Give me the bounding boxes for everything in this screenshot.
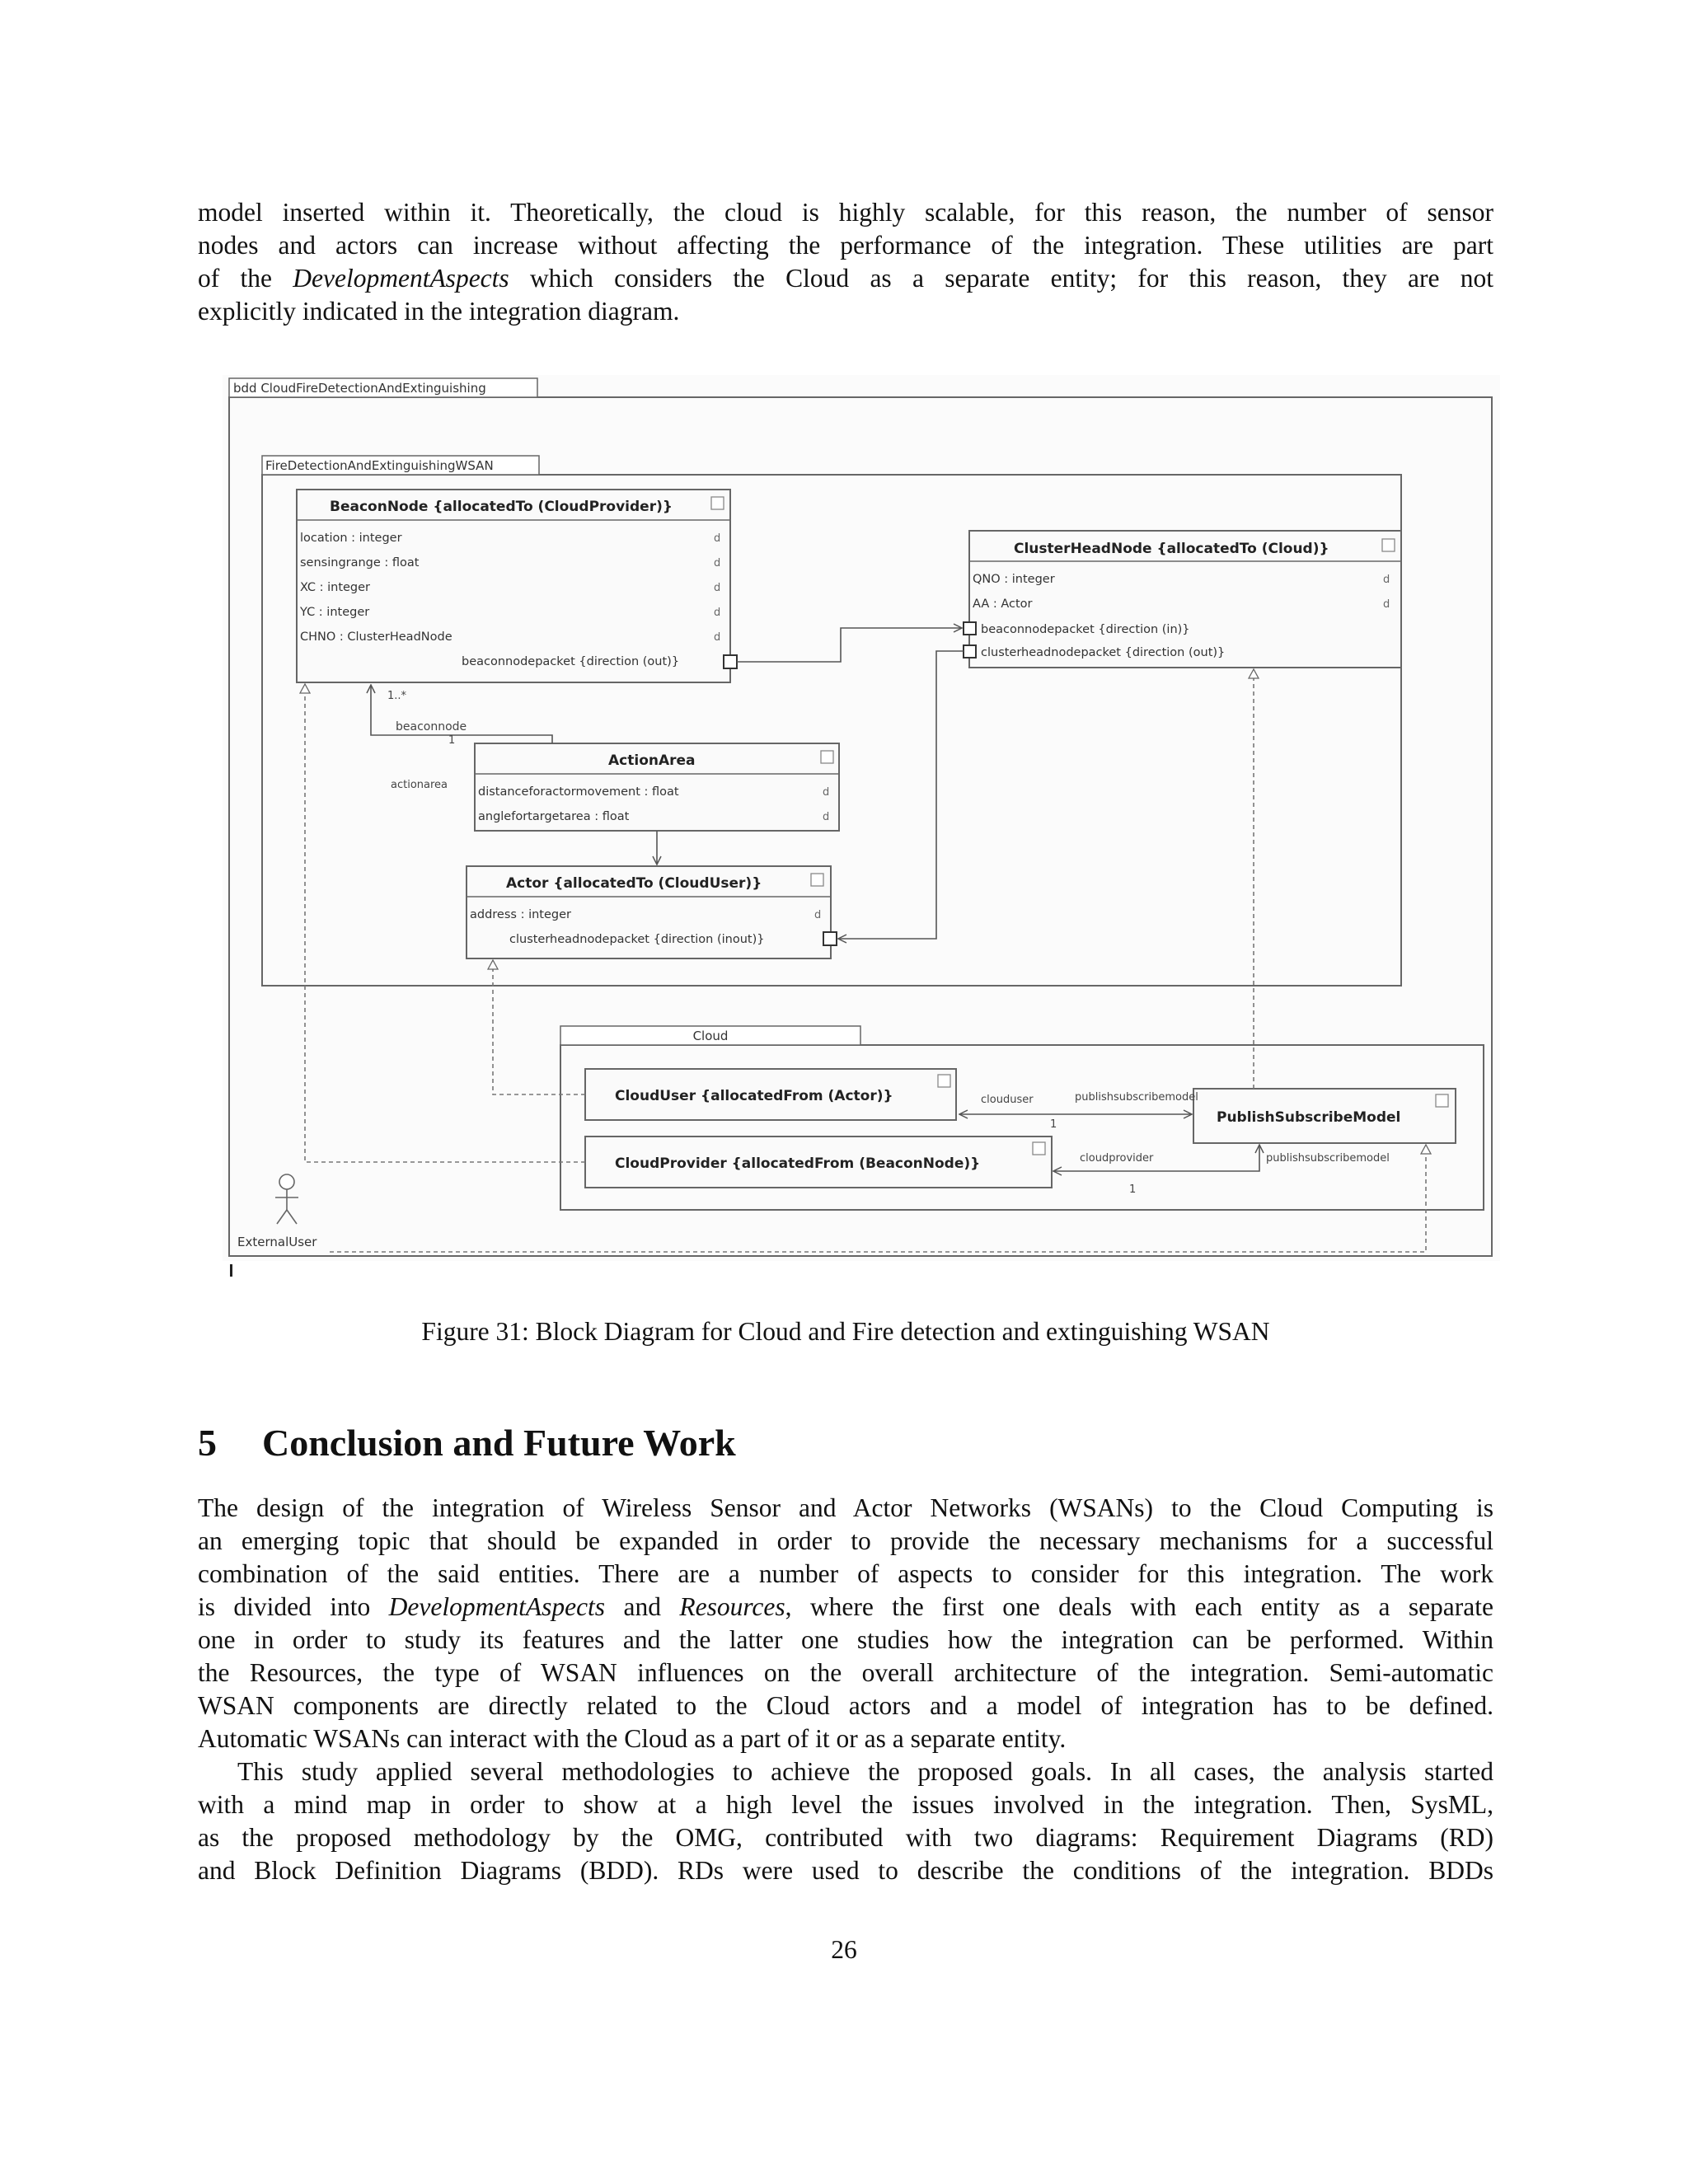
- publish-subscribe-title: PublishSubscribeModel: [1217, 1109, 1401, 1126]
- wsan-package-label: FireDetectionAndExtinguishingWSAN: [265, 458, 494, 473]
- cluster-port-in-label: beaconnodepacket {direction (in)}: [981, 623, 1190, 636]
- publish-subscribe-block: [1193, 1089, 1456, 1143]
- section-heading: [198, 1420, 736, 1466]
- cloud-user-block: [585, 1069, 956, 1120]
- cluster-port-out-square: [964, 645, 976, 658]
- pubsub-role-label-1: publishsubscribemodel: [1075, 1091, 1198, 1104]
- actor-stereotype-icon: [811, 874, 823, 886]
- cluster-head-stereotype-icon: [1382, 539, 1395, 551]
- section-number: 5: [198, 1422, 217, 1464]
- conclusion-p2-line-2: with a mind map in order to show at a high level the issues involved in the integration. Then, SysML,: [198, 1790, 1493, 1819]
- bdd-frame-label: bdd CloudFireDetectionAndExtinguishing: [233, 381, 486, 396]
- conclusion-paragraph-2: [198, 1755, 1493, 1887]
- action-area-stereotype-icon: [821, 751, 833, 763]
- conclusion-paragraph-1: [198, 1492, 1493, 1755]
- intro-paragraph: [198, 196, 1493, 328]
- conclusion-p2-line-4: and Block Definition Diagrams (BDD). RDs were used to describe the conditions of the integration. BDDs: [198, 1856, 1493, 1885]
- block-diagram-figure: [223, 375, 1500, 1282]
- cloud-provider-stereotype-icon: [1033, 1142, 1045, 1155]
- attr-marker: d: [714, 532, 721, 545]
- intro-line-4: explicitly indicated in the integration diagram.: [198, 297, 680, 326]
- beacon-node-title: BeaconNode {allocatedTo (CloudProvider)}: [330, 499, 673, 515]
- cloudprovider-multiplicity: 1: [1129, 1183, 1137, 1196]
- conclusion-p1-line-5: one in order to study its features and the latter one studies how the integration can be performed. Within: [198, 1625, 1493, 1654]
- beacon-multiplicity: 1..*: [387, 690, 407, 702]
- actor-attr-1: address : integer: [470, 908, 571, 921]
- attr-marker: d: [1383, 598, 1390, 611]
- external-user-label: ExternalUser: [237, 1235, 317, 1249]
- conclusion-p1-line-8: Automatic WSANs can interact with the Cloud as a part of it or as a separate entity.: [198, 1724, 1067, 1753]
- beacon-port-label: beaconnodepacket {direction (out)}: [462, 655, 680, 668]
- attr-marker: d: [1383, 574, 1390, 586]
- cluster-head-node-block: [964, 531, 1401, 668]
- figure-caption: Figure 31: Block Diagram for Cloud and Fire detection and extinguishing WSAN: [421, 1317, 1270, 1346]
- publish-subscribe-stereotype-icon: [1436, 1094, 1448, 1107]
- conclusion-p1-line-6: the Resources, the type of WSAN influences on the overall architecture of the integration. Semi-automatic: [198, 1658, 1493, 1687]
- beacon-attr-3: XC : integer: [300, 581, 371, 594]
- beacon-node-stereotype-icon: [711, 497, 724, 509]
- action-attr-1: distanceforactormovement : float: [478, 785, 679, 799]
- cloud-package-label: Cloud: [692, 1029, 729, 1043]
- conclusion-p1-line-3: combination of the said entities. There are a number of aspects to consider for this integration. The work: [198, 1559, 1493, 1588]
- intro-line-1: model inserted within it. Theoretically, the cloud is highly scalable, for this reason, the number of sensor: [198, 198, 1493, 227]
- cloud-provider-block: [585, 1137, 1052, 1188]
- conclusion-p1-line-4: is divided into DevelopmentAspects and Resources, where the first one deals with each entity as a separate: [198, 1592, 1493, 1621]
- intro-line-3: of the DevelopmentAspects which considers the Cloud as a separate entity; for this reason, they are not: [198, 264, 1493, 293]
- conclusion-p2-line-3: as the proposed methodology by the OMG, contributed with two diagrams: Requirement Diagrams (RD): [198, 1823, 1493, 1852]
- beacon-attr-5: CHNO : ClusterHeadNode: [300, 630, 452, 644]
- cluster-head-title: ClusterHeadNode {allocatedTo (Cloud)}: [1014, 541, 1329, 557]
- action-area-title: ActionArea: [608, 752, 696, 769]
- cloud-provider-title: CloudProvider {allocatedFrom (BeaconNode)}: [615, 1155, 981, 1172]
- conclusion-p2-line-1: This study applied several methodologies to achieve the proposed goals. In all cases, the analysis started: [237, 1757, 1493, 1786]
- conclusion-p1-line-1: The design of the integration of Wireless Sensor and Actor Networks (WSANs) to the Cloud Computing is: [198, 1493, 1493, 1522]
- cluster-attr-2: AA : Actor: [973, 598, 1033, 611]
- beaconnode-role-label: beaconnode: [396, 720, 467, 733]
- cloudprovider-role-label: cloudprovider: [1080, 1152, 1154, 1165]
- cloud-user-stereotype-icon: [938, 1075, 950, 1087]
- action-attr-2: anglefortargetarea : float: [478, 810, 630, 823]
- pubsub-role-label-2: publishsubscribemodel: [1266, 1152, 1390, 1165]
- clouduser-multiplicity: 1: [1050, 1118, 1057, 1131]
- beacon-port-square: [724, 655, 737, 668]
- actor-block: [467, 866, 837, 958]
- attr-marker: d: [823, 786, 830, 799]
- actor-port-square: [823, 932, 837, 945]
- attr-marker: d: [714, 631, 721, 644]
- text-cursor-mark: [230, 1264, 232, 1277]
- page-number: 26: [831, 1935, 857, 1964]
- beacon-attr-2: sensingrange : float: [300, 556, 420, 569]
- attr-marker: d: [714, 607, 721, 619]
- cloud-user-title: CloudUser {allocatedFrom (Actor)}: [615, 1088, 893, 1104]
- cluster-attr-1: QNO : integer: [973, 573, 1055, 586]
- attr-marker: d: [714, 582, 721, 594]
- attr-marker: d: [823, 811, 830, 823]
- section-title: Conclusion and Future Work: [262, 1422, 736, 1464]
- action-area-block: [475, 743, 839, 831]
- beacon-attr-1: location : integer: [300, 532, 402, 545]
- actor-port-label: clusterheadnodepacket {direction (inout)}: [509, 933, 765, 946]
- beaconnode-role-multiplicity: 1: [448, 734, 456, 747]
- cluster-port-in-square: [964, 622, 976, 635]
- attr-marker: d: [814, 909, 822, 921]
- clouduser-role-label: clouduser: [981, 1094, 1034, 1106]
- actor-title: Actor {allocatedTo (CloudUser)}: [506, 875, 762, 892]
- conclusion-p1-line-7: WSAN components are directly related to the Cloud actors and a model of integration has to be defined.: [198, 1691, 1493, 1720]
- actionarea-role-label: actionarea: [391, 779, 448, 791]
- intro-line-2: nodes and actors can increase without affecting the performance of the integration. These utilities are part: [198, 231, 1493, 260]
- beacon-node-block: [297, 490, 737, 682]
- beacon-attr-4: YC : integer: [300, 606, 370, 619]
- attr-marker: d: [714, 557, 721, 569]
- cluster-port-out-label: clusterheadnodepacket {direction (out)}: [981, 646, 1226, 659]
- conclusion-p1-line-2: an emerging topic that should be expanded in order to provide the necessary mechanisms for a successful: [198, 1526, 1493, 1555]
